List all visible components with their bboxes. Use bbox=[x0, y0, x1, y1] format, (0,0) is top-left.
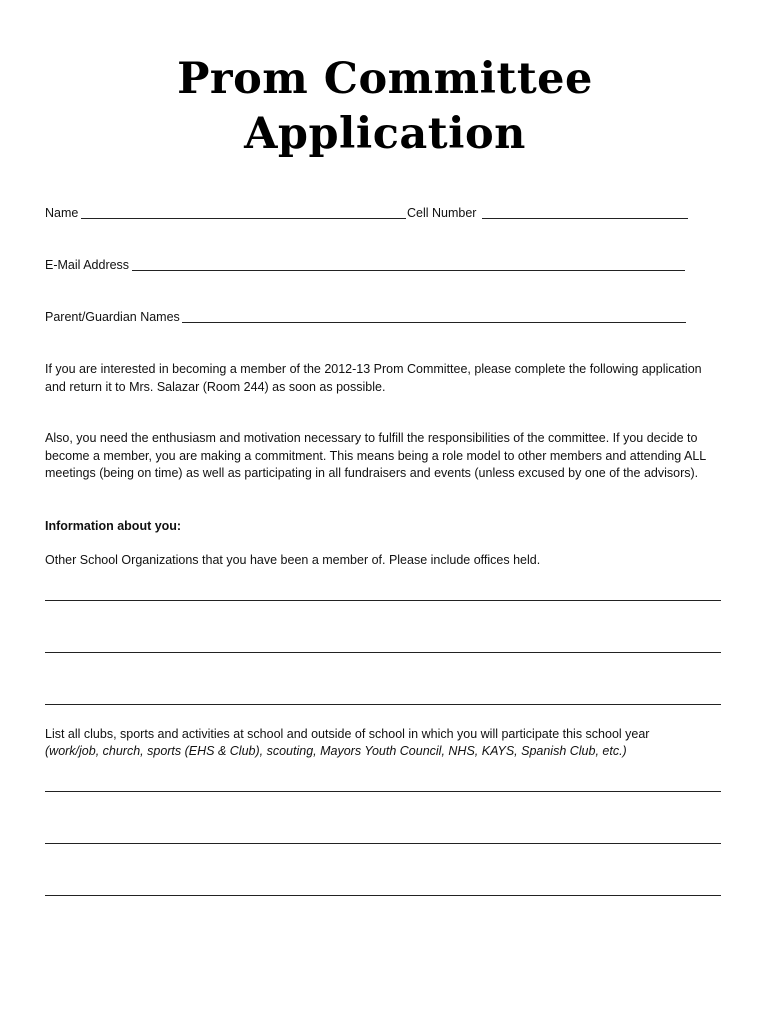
question-organizations: Other School Organizations that you have been a member of. Please include offices held. bbox=[45, 553, 541, 567]
form-title-line-1: Prom Committee bbox=[177, 54, 593, 104]
parent-guardian-row bbox=[45, 309, 690, 325]
name-label: Name bbox=[45, 206, 79, 220]
email-label: E-Mail Address bbox=[45, 258, 130, 272]
activities-answer-line-2[interactable] bbox=[45, 843, 721, 844]
organizations-answer-line-3[interactable] bbox=[45, 704, 721, 705]
activities-answer-line-1[interactable] bbox=[45, 791, 721, 792]
cell-number-label: Cell Number bbox=[407, 206, 477, 220]
name-cell-row bbox=[45, 205, 690, 221]
email-field[interactable] bbox=[132, 270, 685, 271]
activities-answer-line-3[interactable] bbox=[45, 895, 721, 896]
question-activities-examples: (work/job, church, sports (EHS & Club), scouting, Mayors Youth Council, NHS, KAYS, Spanish Club, etc.) bbox=[45, 744, 627, 758]
email-row bbox=[45, 257, 690, 273]
intro-paragraph-2: Also, you need the enthusiasm and motivation necessary to fulfill the responsibilities of the committee. If you decide to become a member, you are making a commitment. This means being a role model to other members and attending ALL meetings (being on time) as well as participating in all fundraisers and events (unless excused by one of the advisors). bbox=[45, 431, 706, 480]
organizations-answer-line-2[interactable] bbox=[45, 652, 721, 653]
intro-paragraph-1: If you are interested in becoming a member of the 2012-13 Prom Committee, please complete the following application and return it to Mrs. Salazar (Room 244) as soon as possible. bbox=[45, 362, 702, 394]
parent-guardian-field[interactable] bbox=[182, 322, 686, 323]
section-heading: Information about you: bbox=[45, 519, 182, 533]
cell-number-field[interactable] bbox=[482, 218, 688, 219]
organizations-answer-line-1[interactable] bbox=[45, 600, 721, 601]
form-title-line-2: Application bbox=[244, 109, 526, 159]
name-field[interactable] bbox=[81, 218, 406, 219]
question-activities: List all clubs, sports and activities at school and outside of school in which you will participate this school year bbox=[45, 727, 650, 741]
parent-guardian-label: Parent/Guardian Names bbox=[45, 310, 180, 324]
